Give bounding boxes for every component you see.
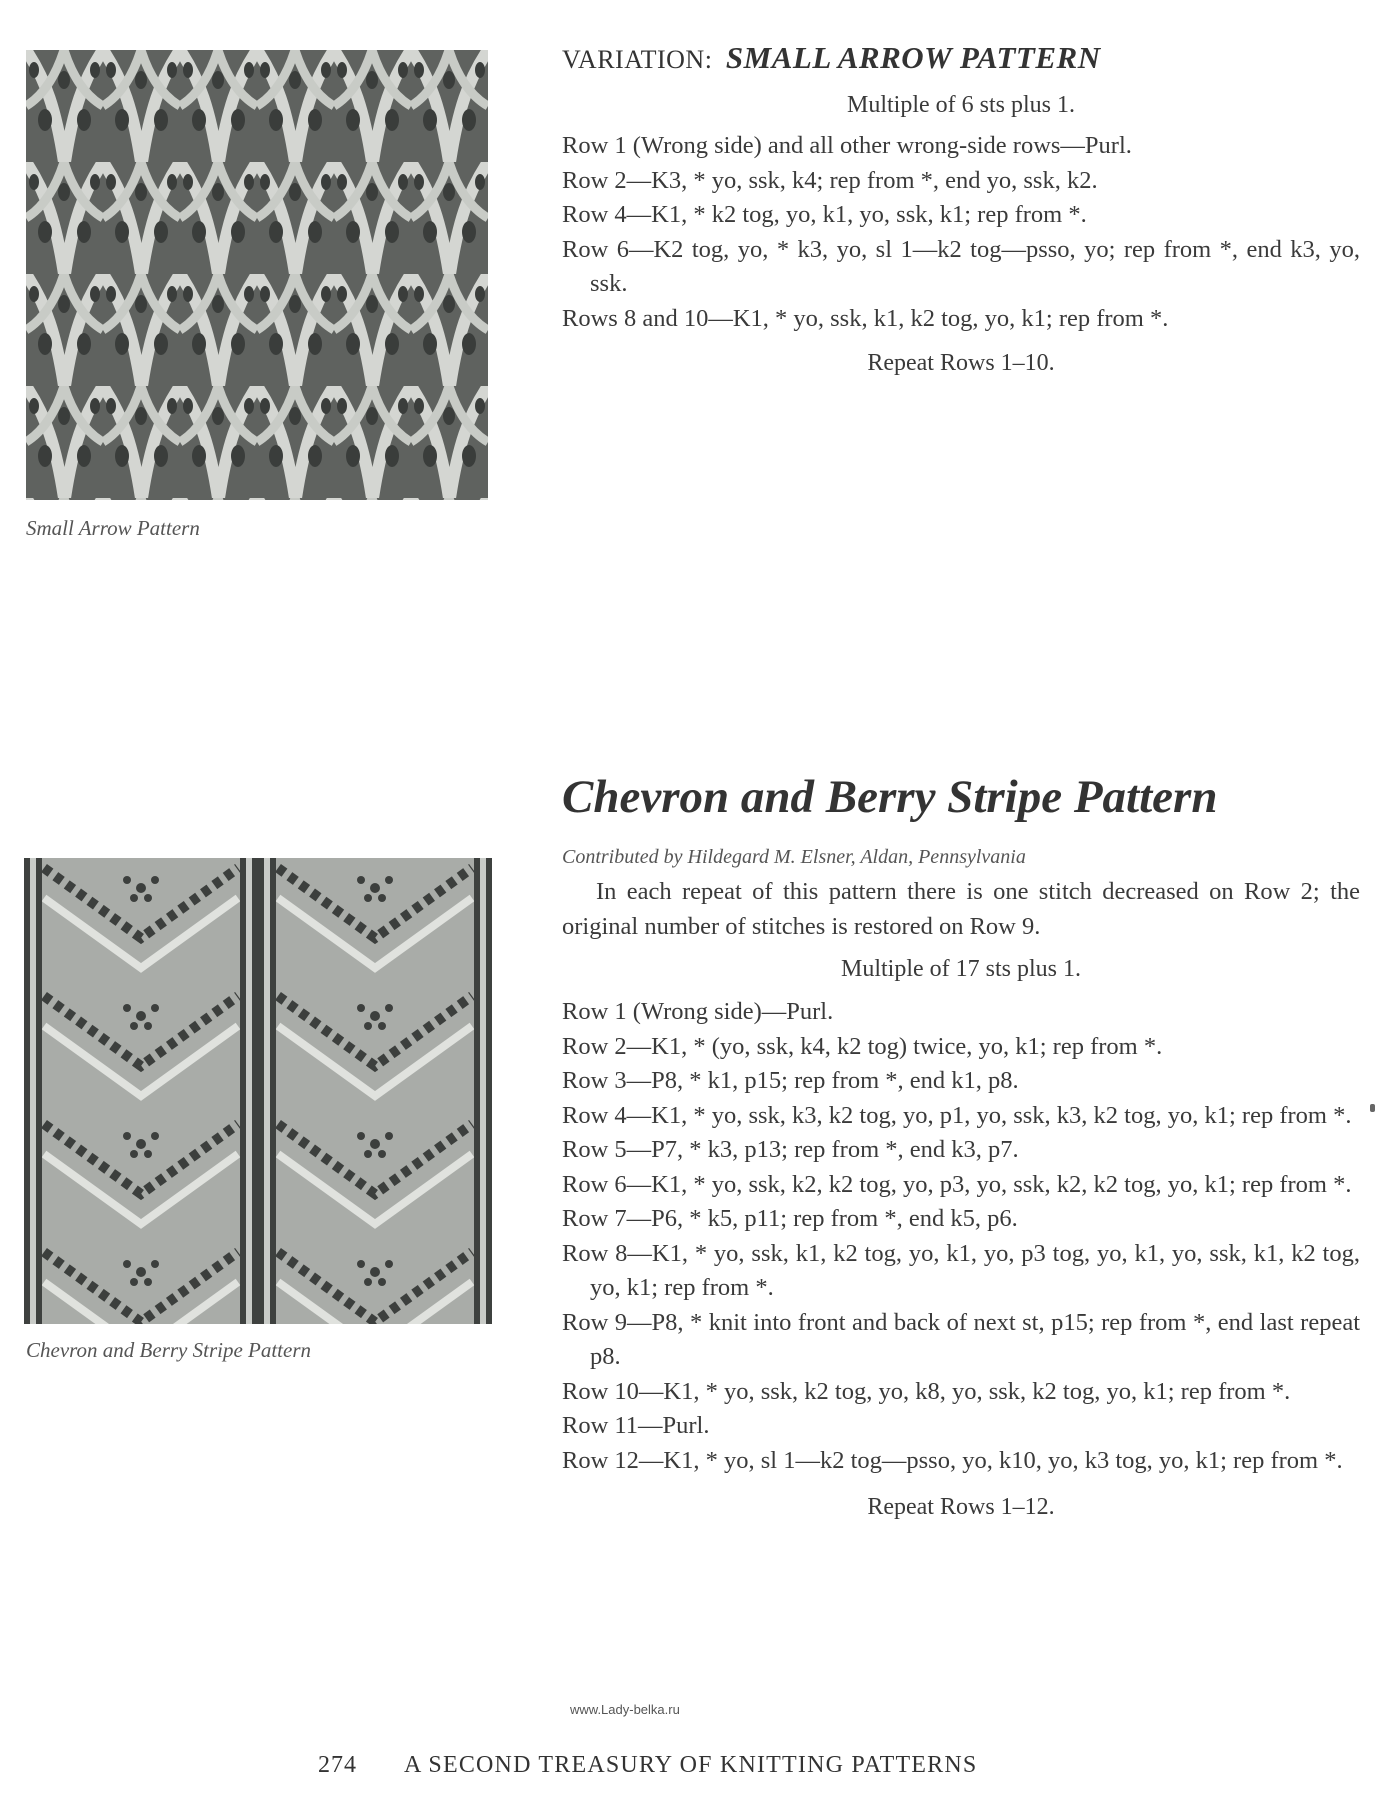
instruction-row: Row 6—K2 tog, yo, * k3, yo, sl 1—k2 tog—psso, yo; rep from *, end k3, yo, ssk.	[562, 235, 1360, 297]
variation-title: SMALL ARROW PATTERN	[725, 40, 1101, 75]
lace-texture-arrows	[26, 50, 488, 500]
instruction-row: Row 4—K1, * yo, ssk, k3, k2 tog, yo, p1, yo, ssk, k3, k2 tog, yo, k1; rep from *.	[562, 1101, 1352, 1129]
instruction-row: Row 12—K1, * yo, sl 1—k2 tog—psso, yo, k10, yo, k3 tog, yo, k1; rep from *.	[562, 1446, 1343, 1474]
instruction-row: Rows 8 and 10—K1, * yo, ssk, k1, k2 tog, yo, k1; rep from *.	[562, 304, 1169, 332]
instruction-row: Row 4—K1, * k2 tog, yo, k1, yo, ssk, k1; rep from *.	[562, 201, 1087, 228]
variation-heading	[562, 40, 1360, 76]
instruction-row: Row 7—P6, * k5, p11; rep from *, end k5, p6.	[562, 1205, 1018, 1232]
chevron-berry-section	[562, 770, 1360, 1521]
instruction-row: Row 5—P7, * k3, p13; rep from *, end k3, p7.	[562, 1136, 1019, 1163]
instruction-row: Row 2—K3, * yo, ssk, k4; rep from *, end yo, ssk, k2.	[562, 166, 1098, 194]
instruction-row: Row 8—K1, * yo, ssk, k1, k2 tog, yo, k1, yo, p3 tog, yo, k1, yo, ssk, k1, k2 tog, yo, k1; rep from *.	[562, 1239, 1360, 1301]
chevron-multiple: Multiple of 17 sts plus 1.	[840, 956, 1081, 982]
page-footer	[318, 1752, 977, 1779]
page-number: 274	[318, 1752, 357, 1778]
ink-speck	[1370, 1104, 1375, 1112]
small-arrow-caption: Small Arrow Pattern	[26, 516, 200, 540]
instruction-row: Row 6—K1, * yo, ssk, k2, k2 tog, yo, p3, yo, ssk, k2, k2 tog, yo, k1; rep from *.	[562, 1170, 1352, 1198]
small-arrow-swatch-photo	[26, 50, 488, 500]
instruction-row: Row 11—Purl.	[562, 1412, 710, 1439]
small-arrow-section	[562, 40, 1360, 377]
watermark-url: www.Lady-belka.ru	[570, 1702, 680, 1717]
contributor-line: Contributed by Hildegard M. Elsner, Aldan, Pennsylvania	[562, 846, 1026, 868]
book-title: A SECOND TREASURY OF KNITTING PATTERNS	[404, 1752, 978, 1778]
chevron-repeat: Repeat Rows 1–12.	[867, 1494, 1055, 1520]
section-title: Chevron and Berry Stripe Pattern	[562, 771, 1218, 823]
instruction-row: Row 2—K1, * (yo, ssk, k4, k2 tog) twice, yo, k1; rep from *.	[562, 1032, 1163, 1060]
variation-label: VARIATION:	[562, 45, 713, 74]
instruction-row: Row 1 (Wrong side)—Purl.	[562, 998, 834, 1025]
intro-paragraph: In each repeat of this pattern there is one stitch decreased on Row 2; the original number of stitches is restored on Row 9.	[562, 878, 1360, 940]
instruction-row: Row 1 (Wrong side) and all other wrong-side rows—Purl.	[562, 132, 1132, 159]
chevron-berry-caption: Chevron and Berry Stripe Pattern	[26, 1338, 312, 1362]
instruction-row: Row 3—P8, * k1, p15; rep from *, end k1, p8.	[562, 1067, 1019, 1094]
lace-texture-chevrons	[24, 858, 492, 1324]
instruction-row: Row 9—P8, * knit into front and back of next st, p15; rep from *, end last repeat p8.	[562, 1308, 1360, 1370]
small-arrow-repeat: Repeat Rows 1–10.	[867, 350, 1055, 376]
instruction-row: Row 10—K1, * yo, ssk, k2 tog, yo, k8, yo, ssk, k2 tog, yo, k1; rep from *.	[562, 1377, 1291, 1405]
small-arrow-multiple: Multiple of 6 sts plus 1.	[846, 92, 1075, 118]
chevron-berry-swatch-photo	[24, 858, 492, 1324]
